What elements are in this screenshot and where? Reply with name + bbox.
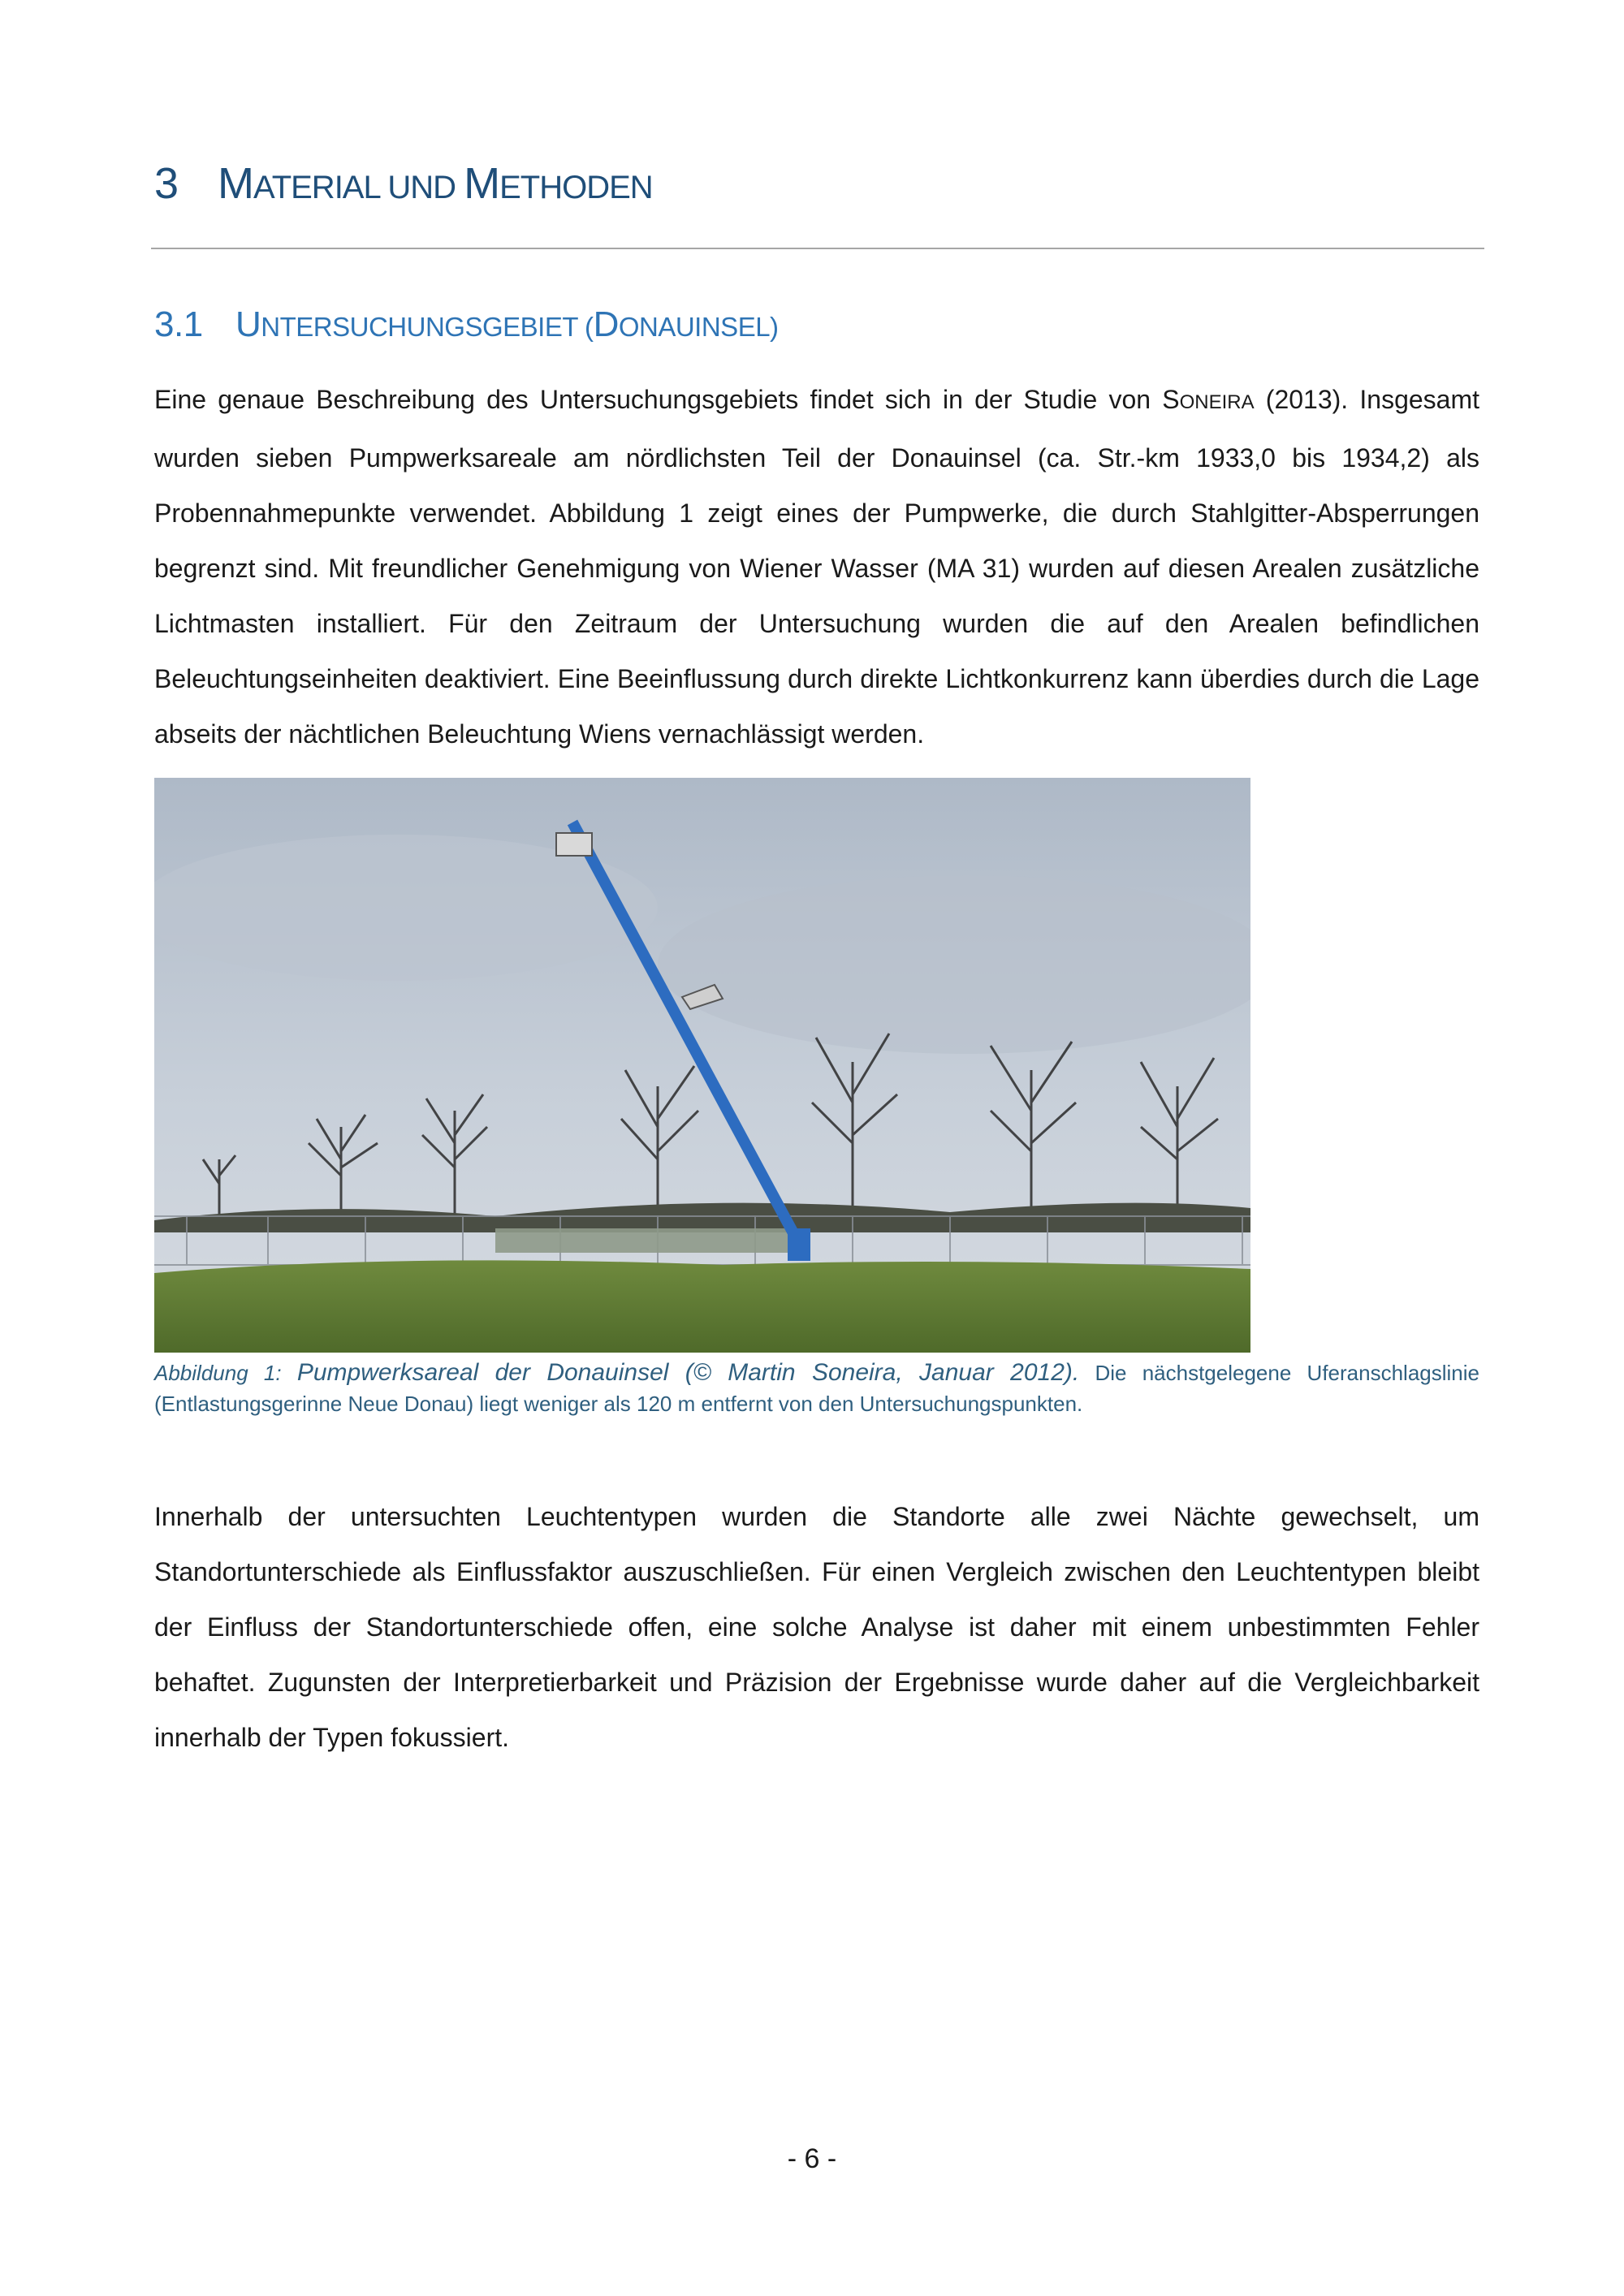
caption-title: Pumpwerksareal der Donauinsel (© Martin Soneira, Januar 2012). [296,1359,1080,1386]
figure-caption [154,1357,1479,1419]
page-number: - 6 - [787,2143,837,2174]
heading-divider [151,248,1484,249]
section-number: 3.1 [154,304,203,344]
section-heading [154,304,779,345]
body-paragraph-1: Eine genaue Beschreibung des Untersuchungsgebiets findet sich in der Studie von SONEIRA (2013). Insgesamt wurden sieben Pumpwerksareale am nördlichsten Teil der Donauinsel (ca. Str.-km 1933,0 bis 1934,2) als Probennahmepunkte verwendet. Abbildung 1 zeigt eines der Pumpwerke, die durch Stahlgitter-Absperrungen begrenzt sind. Mit freundlicher Genehmigung von Wiener Wasser (MA 31) wurden auf diesen Arealen zusätzliche Lichtmasten installiert. Für den Zeitraum der Untersuchung wurden die auf den Arealen befindlichen Beleuchtungseinheiten deaktiviert. Eine Beeinflussung durch direkte Lichtkonkurrenz kann überdies durch die Lage abseits der nächtlichen Beleuchtung Wiens vernachlässigt werden. [154,385,1480,749]
caption-text: Die nächstgelegene Uferanschlagslinie (Entlastungsgerinne Neue Donau) liegt weniger als 120 m entfernt von den Untersuchungspunkten. [154,1361,1479,1416]
caption-label: Abbildung 1: [154,1361,297,1385]
pumping-station-photo [154,778,1250,1353]
chapter-number: 3 [154,159,179,208]
chapter-title: MATERIAL UND METHODEN [218,159,653,208]
body-paragraph-2: Innerhalb der untersuchten Leuchtentypen wurden die Standorte alle zwei Nächte gewechselt, um Standortunterschiede als Einflussfaktor auszuschließen. Für einen Vergleich zwischen den Leuchtentypen bleibt der Einfluss der Standortunterschiede offen, eine solche Analyse ist daher mit einem unbestimmten Fehler behaftet. Zugunsten der Interpretierbarkeit und Präzision der Ergebnisse wurde daher auf die Vergleichbarkeit innerhalb der Typen fokussiert. [154,1502,1479,1752]
section-title: UNTERSUCHUNGSGEBIET (DONAUINSEL) [235,304,779,344]
chapter-heading [154,158,653,209]
author-name: SONEIRA [1162,385,1255,414]
